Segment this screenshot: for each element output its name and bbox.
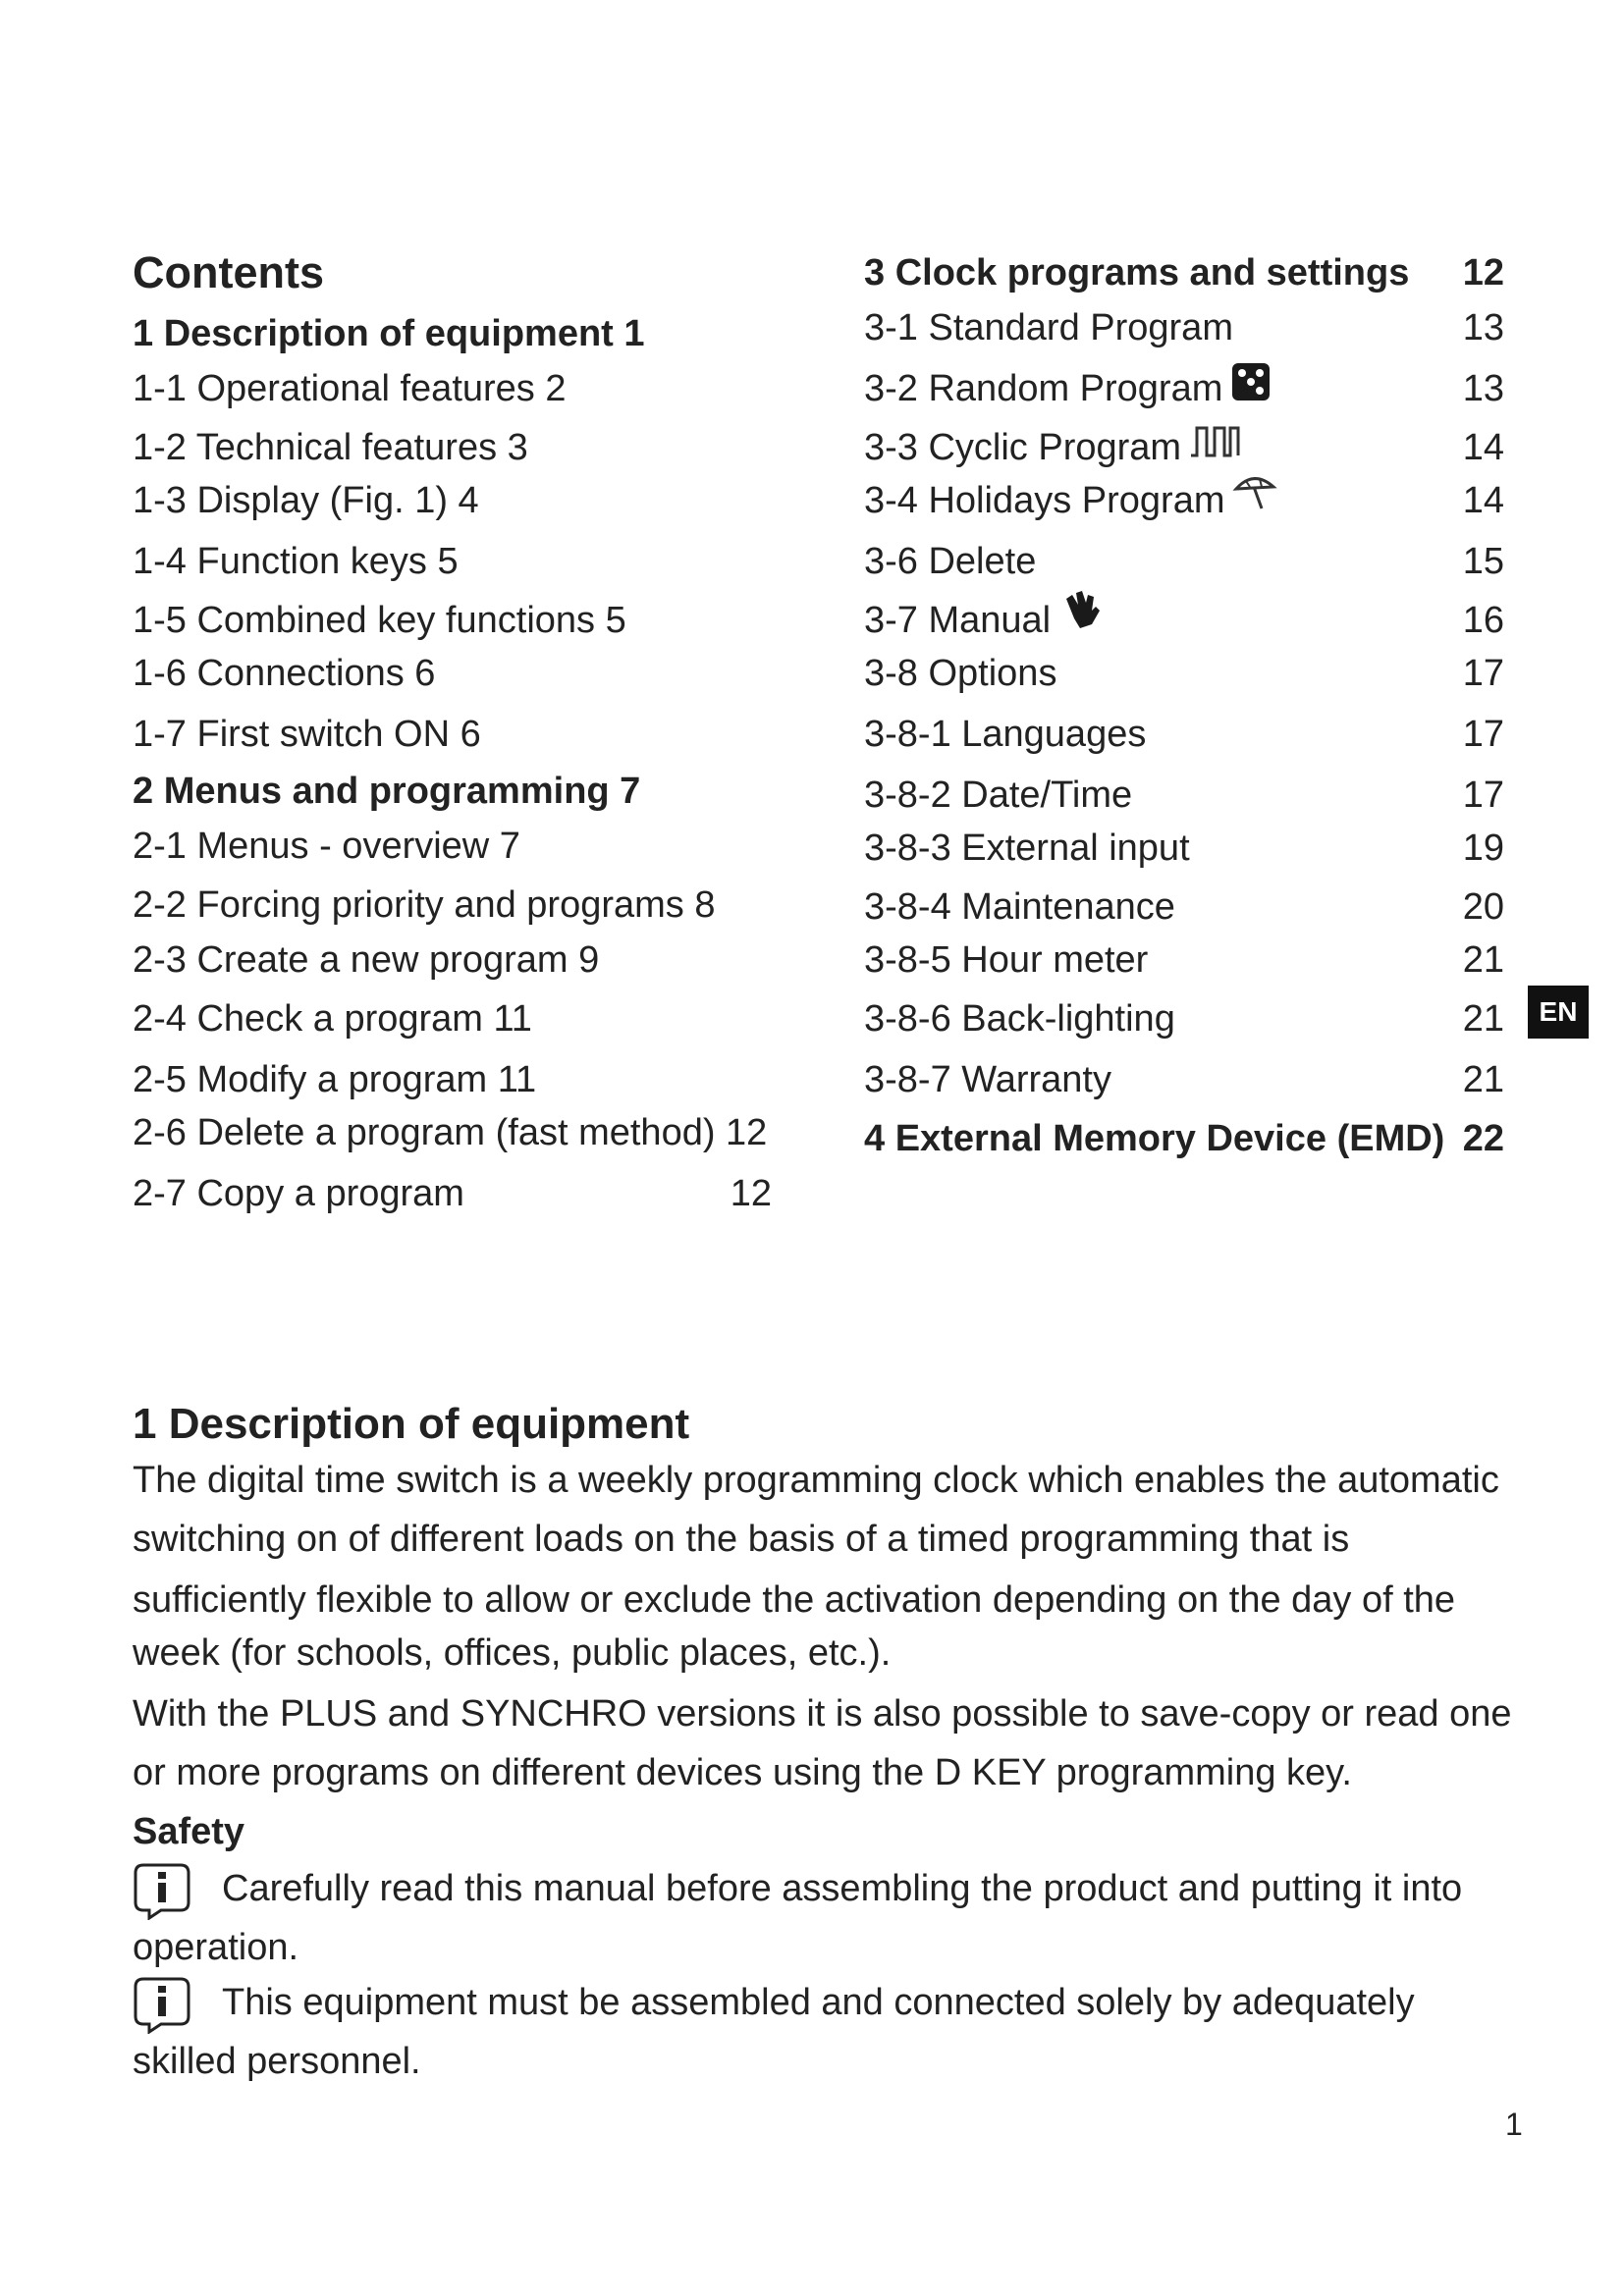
safety-note-text: Carefully read this manual before assembling the product and putting it into — [222, 1868, 1463, 1909]
toc-entry[interactable]: 2-3 Create a new program 9 — [133, 939, 600, 981]
toc-page-number: 14 — [1462, 427, 1504, 468]
toc-page-number: 17 — [1462, 714, 1504, 755]
toc-entry[interactable]: 1-1 Operational features 2 — [133, 368, 567, 409]
paragraph-line: The digital time switch is a weekly programming clock which enables the automatic — [133, 1460, 1499, 1501]
toc-page-number: 17 — [1462, 774, 1504, 816]
paragraph-line: switching on of different loads on the basis of a timed programming that is — [133, 1519, 1350, 1560]
toc-entry[interactable]: 3-8-5 Hour meter — [864, 939, 1149, 981]
toc-entry[interactable]: 3-8-4 Maintenance — [864, 886, 1175, 928]
toc-page-number: 21 — [1462, 1059, 1504, 1100]
beach-umbrella-icon — [1232, 479, 1277, 522]
dice-icon — [1230, 367, 1272, 412]
pulse-wave-icon — [1189, 426, 1242, 471]
toc-entry[interactable]: 3-8-6 Back-lighting — [864, 998, 1175, 1040]
toc-entry-label: 3-2 Random Program — [864, 368, 1223, 409]
toc-entry[interactable]: 4 External Memory Device (EMD) — [864, 1118, 1445, 1159]
toc-page-number: 21 — [1462, 998, 1504, 1040]
toc-entry[interactable] — [864, 479, 1277, 522]
toc-page-number: 13 — [1462, 368, 1504, 409]
toc-page-number: 13 — [1462, 307, 1504, 348]
toc-entry[interactable] — [864, 367, 1272, 412]
toc-entry[interactable]: 3-1 Standard Program — [864, 307, 1233, 348]
toc-entry-label: 3-3 Cyclic Program — [864, 427, 1182, 468]
toc-entry[interactable]: 2-1 Menus - overview 7 — [133, 826, 520, 867]
toc-entry[interactable]: 3 Clock programs and settings — [864, 252, 1410, 294]
toc-entry-label: 3-7 Manual — [864, 600, 1052, 641]
toc-entry[interactable]: 1-4 Function keys 5 — [133, 541, 459, 582]
toc-page-number: 16 — [1462, 600, 1504, 641]
toc-entry[interactable]: 3-8 Options — [864, 653, 1057, 694]
toc-page-number: 21 — [1462, 939, 1504, 981]
paragraph-line: or more programs on different devices using the D KEY programming key. — [133, 1752, 1352, 1793]
toc-entry[interactable]: 1-2 Technical features 3 — [133, 427, 528, 468]
toc-entry[interactable]: 1-3 Display (Fig. 1) 4 — [133, 480, 479, 521]
toc-entry[interactable] — [864, 426, 1242, 471]
language-badge: EN — [1528, 986, 1589, 1039]
toc-page-number: 22 — [1462, 1118, 1504, 1159]
toc-page-number: 14 — [1462, 480, 1504, 521]
toc-entry[interactable]: 2-4 Check a program 11 — [133, 998, 532, 1040]
toc-entry[interactable]: 1-5 Combined key functions 5 — [133, 600, 626, 641]
toc-entry[interactable]: 3-8-1 Languages — [864, 714, 1147, 755]
paragraph-line: With the PLUS and SYNCHRO versions it is also possible to save-copy or read one — [133, 1693, 1512, 1735]
hand-icon — [1058, 599, 1102, 642]
toc-page-number: 19 — [1462, 828, 1504, 869]
toc-page-number: 12 — [1462, 252, 1504, 294]
toc-page-number: 20 — [1462, 886, 1504, 928]
info-icon — [132, 1973, 192, 2034]
toc-entry[interactable]: 2-2 Forcing priority and programs 8 — [133, 884, 716, 926]
safety-heading: Safety — [133, 1811, 245, 1852]
toc-entry[interactable]: 3-8-2 Date/Time — [864, 774, 1133, 816]
toc-page-number: 15 — [1462, 541, 1504, 582]
toc-entry[interactable]: 2-7 Copy a program — [133, 1173, 464, 1214]
safety-note-text: skilled personnel. — [133, 2041, 421, 2082]
safety-note-text: operation. — [133, 1927, 299, 1968]
toc-entry[interactable] — [864, 599, 1102, 642]
toc-entry[interactable]: 1-6 Connections 6 — [133, 653, 436, 694]
toc-entry[interactable]: 1-7 First switch ON 6 — [133, 714, 481, 755]
contents-title: Contents — [133, 247, 324, 297]
info-icon — [132, 1859, 192, 1920]
toc-page-number: 17 — [1462, 653, 1504, 694]
toc-entry[interactable]: 1 Description of equipment 1 — [133, 313, 645, 354]
toc-entry[interactable]: 3-8-3 External input — [864, 828, 1190, 869]
toc-entry-label: 3-4 Holidays Program — [864, 480, 1225, 521]
paragraph-line: sufficiently flexible to allow or exclude the activation depending on the day of the — [133, 1579, 1456, 1621]
safety-note-text: This equipment must be assembled and connected solely by adequately — [222, 1982, 1415, 2023]
page-number: 1 — [1505, 2107, 1523, 2142]
toc-entry[interactable]: 3-8-7 Warranty — [864, 1059, 1111, 1100]
toc-entry[interactable]: 3-6 Delete — [864, 541, 1037, 582]
paragraph-line: week (for schools, offices, public places, etc.). — [133, 1632, 892, 1674]
toc-entry[interactable]: 2-6 Delete a program (fast method) 12 — [133, 1112, 768, 1153]
section-title: 1 Description of equipment — [133, 1400, 690, 1448]
toc-entry[interactable]: 2 Menus and programming 7 — [133, 771, 641, 812]
toc-page-number: 12 — [730, 1173, 772, 1214]
toc-entry[interactable]: 2-5 Modify a program 11 — [133, 1059, 537, 1100]
